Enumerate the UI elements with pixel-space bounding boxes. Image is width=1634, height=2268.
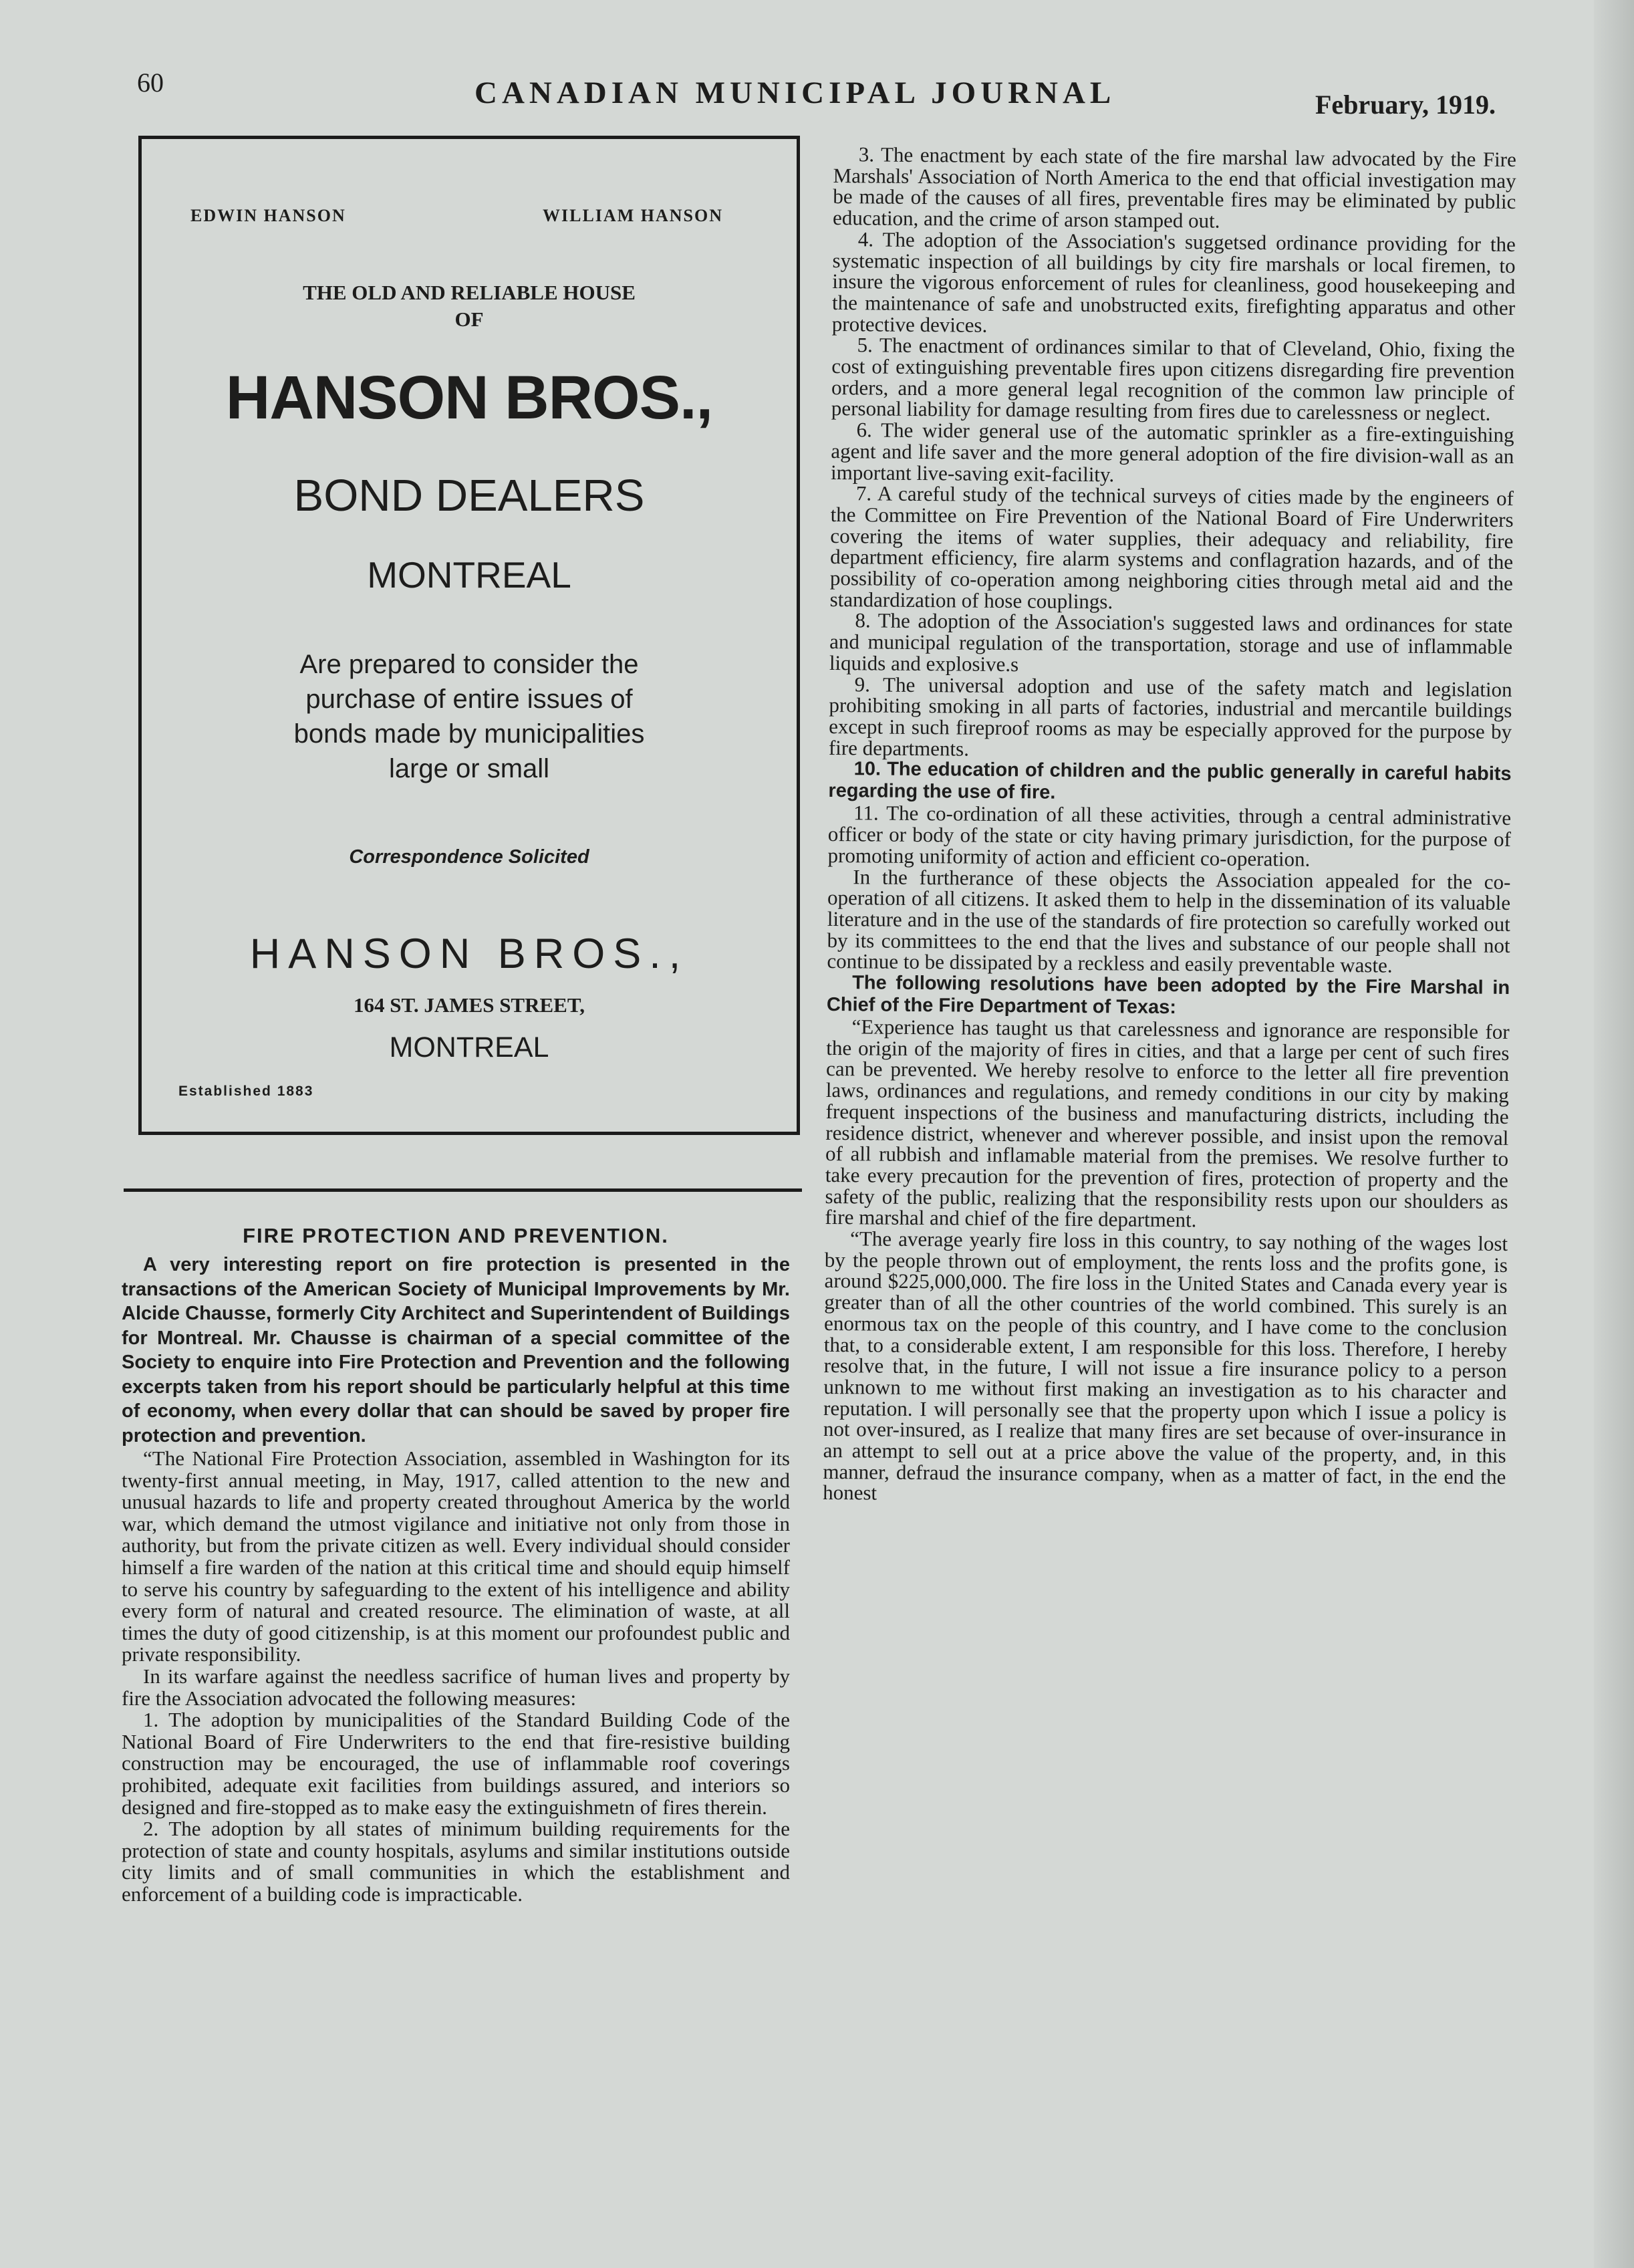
- ad-offer-line-2: purchase of entire issues of: [305, 684, 633, 714]
- ad-address: 164 ST. JAMES STREET,: [354, 993, 585, 1017]
- article-paragraph: 4. The adoption of the Association's suggetsed ordinance providing for the systematic inspection of all buildings by city fire marshals or local firemen, to insure the vigorous enforcement of rules for cleanliness, good housekeeping and the maintenance of safe and unobstructed exits, firefighting apparatus and other protective devices.: [831, 227, 1516, 337]
- advertisement-box: [138, 136, 800, 1135]
- ad-firm-name: HANSON BROS.,: [225, 364, 713, 432]
- ad-offer-line-4: large or small: [388, 754, 550, 783]
- article-paragraph: “The National Fire Protection Association, assembled in Washington for its twenty-first annual meeting, in May, 1917, called attention to the new and unusual hazards to life and property created throughout America by the world war, which demand the utmost vigilance and initiative not only from those in authority, but from the private citizen as well. Every individual should consider himself a fire warden of the nation at this critical time and should equip himself to serve his country by safeguarding to the extent of his intelligence and ability every form of natural and created resource. The elimination of waste, at all times the duty of good citizenship, is at this moment our profoundest public and private responsibility.: [122, 1446, 790, 1666]
- ad-city-2: MONTREAL: [389, 1031, 549, 1063]
- article-paragraph: The following resolutions have been adopted by the Fire Marshal in Chief of the Fire Department of Texas:: [826, 972, 1510, 1019]
- issue-date: February, 1919.: [1315, 90, 1496, 120]
- article-paragraph: “The average yearly fire loss in this country, to say nothing of the wages lost by the people thrown out of employment, the rents loss and the profits gone, is around $225,000,000. The fire loss in the United States and Canada every year is greater than of all the other countries of the world combined. This surely is an enormous tax on the people of this country, and I have come to the conclusion that, to a considerable extent, I am responsible for this loss. Therefore, I hereby resolve that, in the future, I will not issue a fire insurance policy to a person unknown to me without first making an investigation as to his character and reputation. I will personally see that the property upon which I issue a policy is not over-insured, as I realize that many fires are set because of over-insurance in an attempt to sell out at a price above the value of the property, and, in this manner, defraud the insurance company, when as a matter of fact, in the end the honest: [823, 1227, 1508, 1505]
- ad-tagline-line-2: OF: [454, 307, 484, 331]
- article-paragraph: 3. The enactment by each state of the fire marshal law advocated by the Fire Marshals' Association of North America to the end that official investigation may be made of the causes of all fires, preventable fires may be eliminated by public education, and the crime of arson stamped out.: [832, 142, 1516, 233]
- section-divider: [124, 1188, 802, 1192]
- ad-offer-line-1: Are prepared to consider the: [299, 650, 639, 679]
- article-paragraph: In its warfare against the needless sacrifice of human lives and property by fire the Association advocated the following measures:: [122, 1664, 790, 1710]
- ad-offer: [142, 647, 797, 786]
- article-paragraph: 10. The education of children and the public generally in careful habits regarding the use of fire.: [828, 758, 1512, 804]
- article-paragraph: 6. The wider general use of the automatic sprinkler as a fire-extinguishing agent and life saver and the more general adoption of the fire division-wall as an important live-saving exit-facility.: [831, 418, 1514, 486]
- journal-title: CANADIAN MUNICIPAL JOURNAL: [474, 76, 1116, 110]
- article-right-column: [823, 144, 1516, 1509]
- article-paragraph: 11. The co-ordination of all these activities, through a central administrative officer or body of the state or city having primary jurisdiction, for the purpose of promoting uniformity of action and efficient co-operation.: [827, 801, 1512, 871]
- article-paragraph: 7. A careful study of the technical surveys of cities made by the engineers of the Committee on Fire Prevention of the National Board of Fire Underwriters covering the items of water supplies, their adequacy and reliability, fire department efficiency, fire alarm systems and conflagration hazards, and of the possibility of co-operation among neighboring cities through metal aid and the standardization of hose couplings.: [829, 481, 1514, 614]
- article-paragraph: 1. The adoption by municipalities of the Standard Building Code of the National Board of Fire Underwriters to the end that fire-resistive building construction may be encouraged, the use of inflammable roof coverings prohibited, adequate exit facilities from buildings assured, and interiors so designed and fire-stopped as to make easy the extinguishmetn of fires therein.: [122, 1708, 790, 1819]
- article-paragraph: 2. The adoption by all states of minimum building requirements for the protection of state and county hospitals, asylums and similar institutions outside city limits and of small communities in which the establishment and enforcement of a building code is impracticable.: [122, 1817, 790, 1906]
- ad-firm-name-2: HANSON BROS.,: [249, 930, 689, 977]
- article-title: FIRE PROTECTION AND PREVENTION.: [243, 1224, 669, 1247]
- article-left-column: [122, 1222, 790, 1905]
- ad-tagline: [142, 279, 797, 333]
- article-paragraph: “Experience has taught us that carelessness and ignorance are responsible for the origin of the majority of fires in cities, and that a large per cent of such fires can be prevented. We hereby resolve to enforce to the letter all fire prevention laws, ordinances and regulations, and remedy conditions in our city by making frequent inspections of the business and manufacturing districts, including the residence district, whenever and wherever possible, and insist upon the removal of all rubbish and inflamable material from the premises. We resolve further to take every precaution for the prevention of fires, protection of property and the safety of the public, realizing that the responsibility rests upon our shoulders as fire marshal and chief of the fire department.: [825, 1015, 1510, 1232]
- ad-tagline-line-1: THE OLD AND RELIABLE HOUSE: [303, 281, 636, 304]
- article-intro: A very interesting report on fire protection is presented in the transactions of the American Society of Municipal Improvements by Mr. Alcide Chausse, formerly City Architect and Superintendent of Buildings for Montreal. Mr. Chausse is chairman of a special committee of the Society to enquire into Fire Protection and Prevention and the following excerpts taken from his report should be particularly helpful at this time of economy, when every dollar that can should be saved by proper fire protection and prevention.: [122, 1254, 790, 1446]
- partner-left: EDWIN HANSON: [190, 206, 346, 225]
- article-paragraph: 5. The enactment of ordinances similar to that of Cleveland, Ohio, fixing the cost of extinguishing preventable fires upon citizens disregarding fire prevention orders, and a more general legal recognition of the common law principle of personal liability for damage resulting from fires due to carelessness or neglect.: [831, 333, 1515, 426]
- page-number: 60: [137, 68, 164, 98]
- ad-established: Established 1883: [178, 1084, 314, 1099]
- page-edge-shadow: [1594, 0, 1634, 2268]
- ad-offer-line-3: bonds made by municipalities: [293, 719, 645, 749]
- article-paragraph: In the furtherance of these objects the Association appealed for the co-operation of all citizens. It asked them to help in the dissemination of its valuable literature and in the use of the standards of fire protection so carefully worked out by its committees to the end that the lives and substance of our people shall not continue to be dissipated by a reckless and easily preventable waste.: [827, 864, 1511, 977]
- partner-right: WILLIAM HANSON: [543, 206, 723, 225]
- ad-business: BOND DEALERS: [293, 471, 645, 521]
- ad-city: MONTREAL: [367, 554, 571, 596]
- article-paragraph: 8. The adoption of the Association's suggested laws and ordinances for state and municipal regulation of the transportation, storage and use of inflammable liquids and explosive.s: [829, 608, 1513, 676]
- article-paragraph: 9. The universal adoption and use of the safety match and legislation prohibiting smoking in all parts of factories, industrial and mercantile buildings except in such fireproof rooms as may be especially approved for the purpose by fire departments.: [828, 672, 1512, 761]
- ad-correspondence: Correspondence Solicited: [349, 846, 589, 868]
